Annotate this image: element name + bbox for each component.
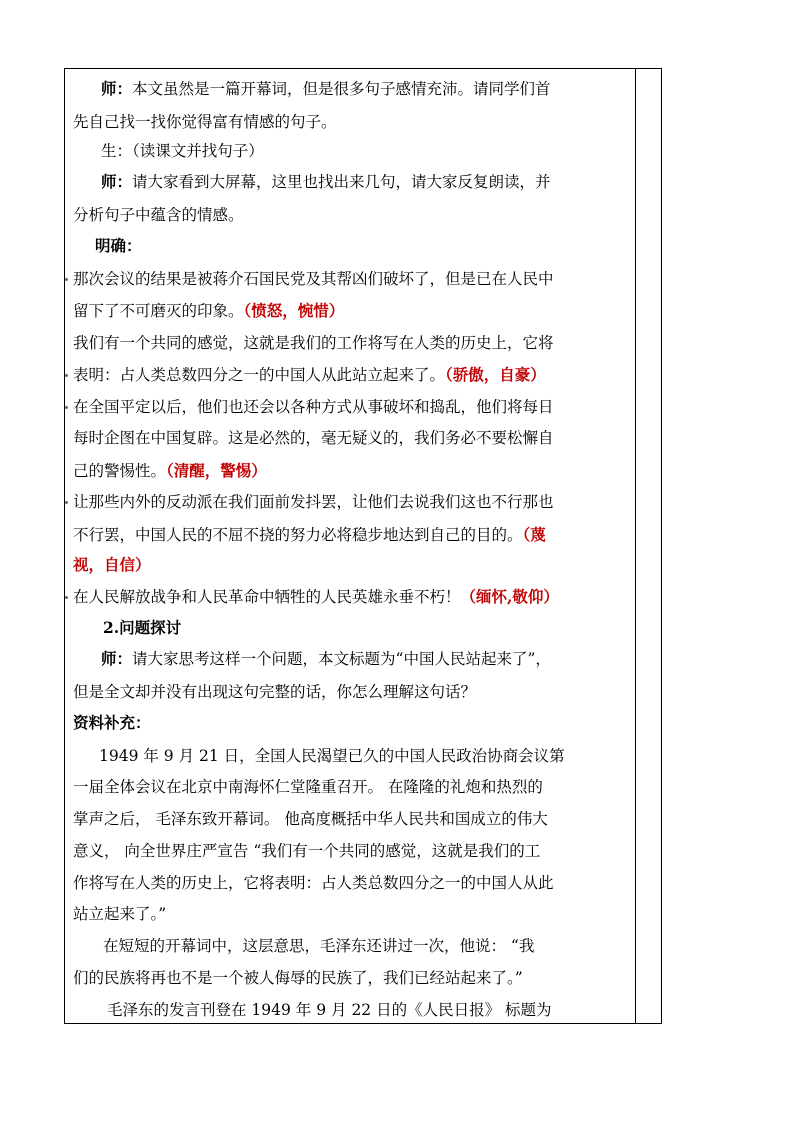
text-line: [73, 205, 244, 225]
body-text: 在短短的开幕词中，这层意思，毛泽东还讲过一次，他说： “我: [103, 937, 535, 955]
body-text: 我们有一个共同的感觉，这就是我们的工作将写在人类的历史上，它将: [73, 334, 554, 352]
text-line: [73, 841, 540, 861]
body-text: 作将写在人类的历史上，它将表明：占人类总数四分之一的中国人从此: [73, 874, 554, 892]
label-text: 资料补充：: [73, 713, 151, 732]
paragraph-marker: [65, 374, 68, 377]
label-text: 师：: [101, 649, 133, 668]
text-line: [99, 746, 565, 766]
emotion-annotation: （蔑: [522, 525, 546, 544]
body-text: 不行罢，中国人民的不屈不挠的努力必将稳步地达到自己的目的。: [73, 526, 523, 544]
text-line: [73, 269, 554, 289]
lesson-table: [64, 68, 662, 1024]
body-text: 表明：占人类总数四分之一的中国人从此站立起来了。: [73, 366, 446, 384]
body-text: 站立起来了。”: [73, 905, 167, 923]
emotion-annotation: （缅怀,敬仰）: [460, 587, 559, 606]
text-line: [103, 936, 534, 956]
body-text: 1949 年 9 月 21 日，全国人民渴望已久的中国人民政治协商会议第: [99, 747, 565, 765]
body-text: 每时企图在中国复辟。这是必然的，毫无疑义的，我们务必不要松懈自: [73, 429, 554, 447]
text-line: [73, 365, 546, 385]
text-line: [73, 428, 554, 448]
text-line: [95, 236, 142, 256]
body-text: 们的民族将再也不是一个被人侮辱的民族了，我们已经站起来了。”: [73, 969, 523, 987]
text-line: [101, 141, 264, 161]
label-text: 师：: [101, 172, 133, 191]
emotion-annotation: 视，自信）: [73, 555, 151, 574]
body-text: 己的警惕性。: [73, 462, 167, 480]
body-text: 毛泽东的发言刊登在 1949 年 9 月 22 日的《人民日报》 标题为: [107, 1001, 552, 1019]
body-text: 分析句子中蕴含的情感。: [73, 206, 244, 224]
paragraph-marker: [65, 596, 68, 599]
text-line: [107, 1000, 552, 1020]
body-text: 在全国平定以后，他们也还会以各种方式从事破坏和捣乱，他们将每日: [73, 398, 554, 416]
body-text: 在人民解放战争和人民革命中牺牲的人民英雄永垂不朽！: [73, 588, 461, 606]
body-text: 那次会议的结果是被蒋介石国民党及其帮凶们破坏了，但是已在人民中: [73, 270, 554, 288]
paragraph-marker: [65, 501, 68, 504]
text-line: [73, 682, 476, 702]
text-line: [101, 649, 551, 669]
text-line: [73, 713, 151, 733]
emotion-annotation: （清醒，警惕）: [166, 461, 267, 480]
text-line: [73, 397, 554, 417]
text-line: [101, 172, 551, 192]
text-line: [73, 301, 344, 321]
column-divider: [635, 69, 636, 1023]
body-text: 但是全文却并没有出现这句完整的话，你怎么理解这句话？: [73, 683, 477, 701]
body-text: 意义， 向全世界庄严宣告 “我们有一个共同的感觉，这就是我们的工: [73, 842, 541, 860]
emotion-annotation: （愤怒，惋惜）: [243, 301, 345, 320]
text-line: [73, 492, 554, 512]
body-text: 掌声之后， 毛泽东致开幕词。 他高度概括中华人民共和国成立的伟大: [73, 810, 548, 828]
text-line: [73, 777, 543, 797]
body-text: 先自己找一找你觉得富有情感的句子。: [73, 113, 337, 131]
text-line: [73, 112, 337, 132]
text-line: [73, 555, 151, 575]
label-text: 明确：: [95, 236, 142, 255]
body-text: 一届全体会议在北京中南海怀仁堂隆重召开。 在隆隆的礼炮和热烈的: [73, 778, 543, 796]
body-text: 留下了不可磨灭的印象。: [73, 302, 244, 320]
body-text: 本文虽然是一篇开幕词，但是很多句子感情充沛。请同学们首: [132, 80, 551, 98]
text-line: [73, 809, 548, 829]
text-line: [73, 904, 166, 924]
text-line: [73, 333, 554, 353]
body-text: 请大家思考这样一个问题，本文标题为“中国人民站起来了”，: [132, 650, 551, 668]
label-text: 师：: [101, 79, 133, 98]
emotion-annotation: （骄傲，自豪）: [445, 365, 546, 384]
text-line: [73, 968, 523, 988]
body-text: 请大家看到大屏幕，这里也找出来几句，请大家反复朗读，并: [132, 173, 551, 191]
text-line: [73, 461, 267, 481]
text-line: [73, 525, 546, 545]
label-text: 2.问题探讨: [103, 618, 182, 637]
text-line: [101, 79, 551, 99]
body-text: 生：（读课文并找句子）: [101, 142, 264, 160]
text-line: [73, 587, 559, 607]
body-text: 让那些内外的反动派在我们面前发抖罢，让他们去说我们这也不行那也: [73, 493, 554, 511]
paragraph-marker: [65, 278, 68, 281]
text-line: [103, 618, 181, 638]
paragraph-marker: [65, 406, 68, 409]
text-line: [73, 873, 554, 893]
